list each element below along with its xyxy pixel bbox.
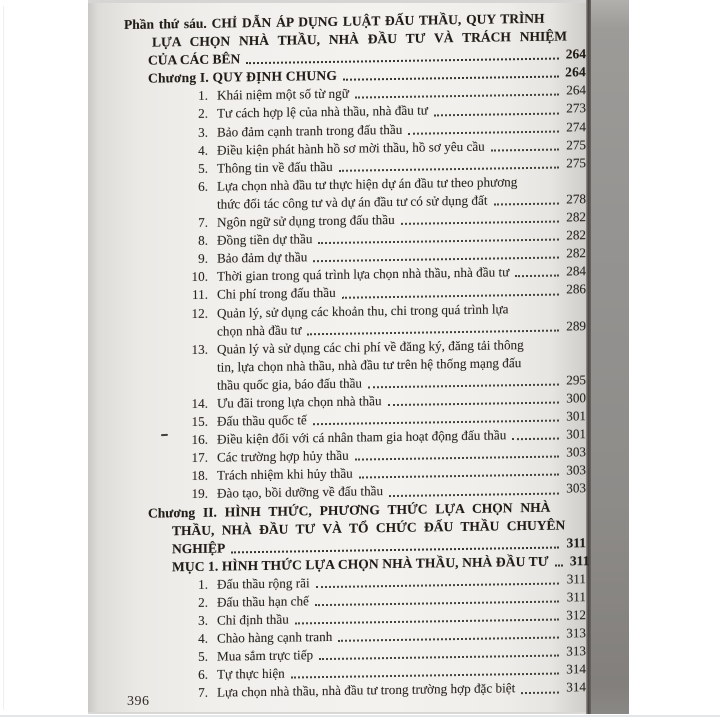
dot-leader xyxy=(318,239,559,245)
dot-leader xyxy=(339,166,559,171)
entry-title: Chương II. HÌNH THỨC, PHƯƠNG THỨC LỰA CHỌN NHÀ xyxy=(148,499,551,521)
entry-title: Chỉ định thầu xyxy=(217,611,289,628)
dot-leader xyxy=(512,438,559,441)
entry-title: Tư cách hợp lệ của nhà thầu, nhà đầu tư xyxy=(217,102,428,122)
page-number: 282 xyxy=(566,209,586,225)
dot-leader xyxy=(515,275,559,278)
entry-title: MỤC 1. HÌNH THỨC LỰA CHỌN NHÀ THẦU, NHÀ ĐẦU TƯ xyxy=(172,553,549,575)
dot-leader xyxy=(315,601,559,607)
item-number: 12. xyxy=(191,305,208,321)
page-number: 303 xyxy=(566,462,586,478)
dot-leader xyxy=(295,619,559,625)
page-number: 289 xyxy=(566,317,586,334)
page-number: 278 xyxy=(566,191,586,207)
item-number: 18. xyxy=(191,468,208,484)
entry-title: Ưu đãi trong lựa chọn nhà thầu xyxy=(217,393,382,411)
item-number: 4. xyxy=(198,142,208,158)
page-number: 264 xyxy=(565,64,586,80)
page-number: 314 xyxy=(566,661,586,677)
dot-leader xyxy=(388,402,559,407)
item-number: 1. xyxy=(198,576,208,592)
photo-border-bottom xyxy=(0,715,720,717)
entry-title: thầu quốc gia, báo đấu thầu xyxy=(217,375,363,393)
page-number: 301 xyxy=(566,426,586,442)
item-number: 6. xyxy=(198,667,208,683)
item-number: 2. xyxy=(198,594,208,610)
page-number: 313 xyxy=(566,625,586,641)
entry-title: Quản lý và sử dụng các chi phí về đăng ký, đăng tải thông xyxy=(217,336,524,357)
page-number: 312 xyxy=(566,607,586,623)
dot-leader xyxy=(355,456,559,461)
dot-leader xyxy=(555,564,563,566)
entry-title: Trách nhiệm khi hủy thầu xyxy=(217,465,353,483)
dot-leader xyxy=(494,203,560,206)
page-number: 274 xyxy=(566,118,586,135)
dot-leader xyxy=(491,148,559,151)
entry-title: Lựa chọn nhà thầu, nhà đầu tư trong trường hợp đặc biệt xyxy=(217,680,516,701)
page-number: 311 xyxy=(566,534,586,551)
entry-title: Tự thực hiện xyxy=(217,665,285,682)
item-number: 3. xyxy=(198,124,208,140)
dot-leader xyxy=(246,58,559,65)
entry-title: Đào tạo, bồi dưỡng về đấu thầu xyxy=(217,483,384,502)
entry-title: Quản lý, sử dụng các khoản thu, chi trong quá trình lựa xyxy=(217,300,509,321)
toc-list xyxy=(124,9,590,703)
entry-title: Điều kiện phát hành hồ sơ mời thầu, hồ sơ yêu cầu xyxy=(217,138,485,158)
dot-leader xyxy=(338,637,559,642)
entry-title: Đấu thầu rộng rãi xyxy=(217,575,310,592)
entry-title: Bảo đảm cạnh tranh trong đấu thầu xyxy=(217,121,403,140)
entry-title: Ngôn ngữ sử dụng trong đấu thầu xyxy=(217,212,395,230)
dot-leader xyxy=(291,673,559,679)
item-number: 15. xyxy=(191,413,208,430)
entry-title: Chương I. QUY ĐỊNH CHUNG xyxy=(148,68,338,86)
dot-leader xyxy=(368,384,559,389)
entry-title: Đồng tiền dự thầu xyxy=(217,231,313,248)
item-number: 10. xyxy=(191,269,208,285)
item-number: 3. xyxy=(198,612,208,628)
dot-leader xyxy=(342,293,559,298)
entry-title: Các trường hợp hủy thầu xyxy=(217,447,349,465)
entry-title: Phần thứ sáu. CHỈ DẪN ÁP DỤNG LUẬT ĐẤU THẦU, QUY TRÌNH xyxy=(124,10,545,32)
dot-leader xyxy=(401,221,559,225)
entry-title: Chi phí trong đấu thầu xyxy=(217,285,336,303)
entry-title: chọn nhà đầu tư xyxy=(217,321,302,339)
entry-title: Thời gian trong quá trình lựa chọn nhà thầu, nhà đầu tư xyxy=(217,264,510,284)
dot-leader xyxy=(313,420,559,426)
page-number: 314 xyxy=(566,679,586,695)
entry-title: NGHIỆP xyxy=(172,540,226,557)
item-number: 6. xyxy=(198,178,208,194)
item-number: 9. xyxy=(198,250,208,267)
dot-leader xyxy=(355,94,559,99)
page-number: 300 xyxy=(566,390,586,406)
item-number: 17. xyxy=(191,450,208,466)
page-number: 264 xyxy=(566,82,586,98)
page-number: 303 xyxy=(566,480,586,496)
entry-title: Chào hàng cạnh tranh xyxy=(217,629,333,646)
item-number: 16. xyxy=(191,431,208,448)
dot-leader xyxy=(389,492,559,497)
page-number: 311 xyxy=(569,552,590,569)
entry-title: CỦA CÁC BÊN xyxy=(148,51,241,68)
dot-leader xyxy=(313,257,559,263)
page-number: 273 xyxy=(566,100,586,116)
page-number: 311 xyxy=(566,571,586,587)
entry-title: THẦU, NHÀ ĐẦU TƯ VÀ TỔ CHỨC ĐẤU THẦU CHUYÊN xyxy=(172,517,566,538)
page-number: 275 xyxy=(566,136,586,153)
dot-leader xyxy=(343,76,559,81)
dot-leader xyxy=(359,474,559,479)
entry-title: Khái niệm một số từ ngữ xyxy=(217,86,349,103)
item-number: 5. xyxy=(198,649,208,665)
page-number: 282 xyxy=(566,227,586,243)
item-number: 8. xyxy=(198,232,208,249)
page-number: 264 xyxy=(565,46,586,62)
page-number: 303 xyxy=(566,444,586,460)
photo-border-left xyxy=(3,6,4,710)
page-number: 286 xyxy=(566,281,586,297)
dot-leader xyxy=(408,130,559,134)
entry-title: LỰA CHỌN NHÀ THẦU, NHÀ ĐẦU TƯ VÀ TRÁCH NHIỆM xyxy=(152,28,568,50)
footer-page-number: 396 xyxy=(127,694,150,709)
dot-leader xyxy=(521,691,559,694)
entry-title: Mua sắm trực tiếp xyxy=(217,647,314,664)
page-block-edge xyxy=(591,0,629,714)
page-number: 282 xyxy=(566,245,586,261)
item-number: 19. xyxy=(191,486,208,502)
dot-leader xyxy=(307,329,559,335)
item-number: 2. xyxy=(198,106,208,122)
item-number: 5. xyxy=(198,160,208,176)
entry-title: Đấu thầu hạn chế xyxy=(217,593,309,610)
item-number: 7. xyxy=(198,685,208,701)
page-number: 301 xyxy=(566,408,586,424)
item-number: 1. xyxy=(198,88,208,104)
item-number: 13. xyxy=(191,341,208,357)
page-number: 295 xyxy=(566,372,586,388)
entry-title: Bảo đảm dự thầu xyxy=(217,249,308,266)
dot-leader xyxy=(316,583,559,589)
entry-title: Đấu thầu quốc tế xyxy=(217,412,307,429)
item-number: 4. xyxy=(198,630,208,647)
dot-leader xyxy=(434,112,559,116)
item-number: 14. xyxy=(191,395,208,411)
item-number: 11. xyxy=(192,287,208,303)
entry-title: Thông tin về đấu thầu xyxy=(217,158,333,176)
entry-title: thức đối tác công tư và dự án đầu tư có sử dụng đất xyxy=(217,192,488,212)
dot-leader xyxy=(319,655,559,661)
entry-title: tin, lựa chọn nhà thầu, nhà đầu tư trên hệ thống mạng đấu xyxy=(217,354,522,375)
page-number: 313 xyxy=(566,643,586,659)
entry-title: Điều kiện đối với cá nhân tham gia hoạt động đấu thầu xyxy=(217,427,507,447)
page-number: 311 xyxy=(566,589,586,605)
item-number: 7. xyxy=(198,214,208,230)
entry-title: Lựa chọn nhà đầu tư thực hiện dự án đầu tư theo phương xyxy=(217,174,518,194)
page-number: 284 xyxy=(566,263,586,279)
page-number: 275 xyxy=(566,154,586,171)
